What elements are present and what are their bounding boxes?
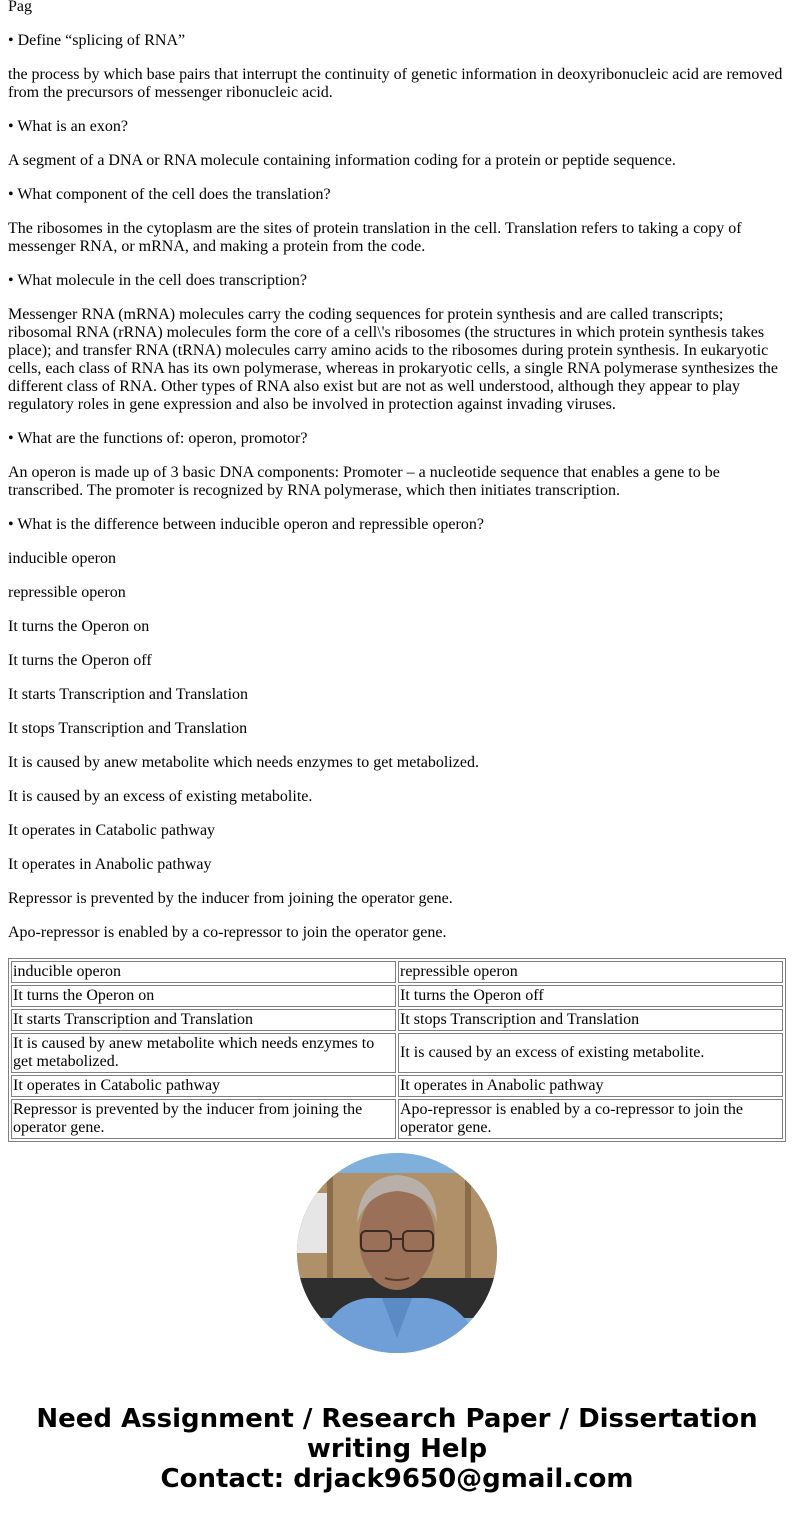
flat-line: Repressor is prevented by the inducer from joining the operator gene. <box>8 890 453 907</box>
answer: Messenger RNA (mRNA) molecules carry the coding sequences for protein synthesis and are called transcripts; ribosomal RNA (rRNA) molecules form the core of a cell\'s ribosomes (the structures in which protein synthesis takes place); and transfer RNA (tRNA) molecules carry amino acids to the ribosomes during protein synthesis. In eukaryotic cells, each class of RNA has its own polymerase, whereas in prokaryotic cells, a single RNA polymerase synthesizes the different class of RNA. Other types of RNA also exist but are not as well understood, although they appear to play regulatory roles in gene expression and also be involved in protection against invading viruses. <box>8 306 779 413</box>
flat-line: It turns the Operon off <box>8 652 152 669</box>
answer: The ribosomes in the cytoplasm are the sites of protein translation in the cell. Translation refers to taking a copy of messenger RNA, or mRNA, and making a protein from the code. <box>8 220 742 255</box>
answer: A segment of a DNA or RNA molecule containing information coding for a protein or peptide sequence. <box>8 152 676 169</box>
flat-line: It operates in Anabolic pathway <box>8 856 212 873</box>
table-row <box>11 1033 783 1073</box>
author-avatar <box>297 1153 497 1353</box>
avatar-photo <box>297 1153 497 1353</box>
contact-email: Contact: drjack9650@gmail.com <box>160 1464 634 1494</box>
clipped-heading: Pag <box>8 0 32 15</box>
table-cell: It starts Transcription and Translation <box>11 1009 396 1031</box>
table-cell: Repressor is prevented by the inducer from joining the operator gene. <box>11 1099 396 1139</box>
flat-line: repressible operon <box>8 584 126 601</box>
flat-line: It operates in Catabolic pathway <box>8 822 216 839</box>
comparison-table <box>8 958 786 1142</box>
contact-banner <box>0 1404 794 1494</box>
banner-line: writing Help <box>306 1434 488 1464</box>
table-row <box>11 985 783 1007</box>
flat-line: It is caused by anew metabolite which needs enzymes to get metabolized. <box>8 754 479 771</box>
table-cell: Apo-repressor is enabled by a co-repressor to join the operator gene. <box>398 1099 783 1139</box>
question: • What component of the cell does the translation? <box>8 186 331 203</box>
document-body <box>8 0 786 1142</box>
flat-line: It is caused by an excess of existing metabolite. <box>8 788 313 805</box>
answer: the process by which base pairs that interrupt the continuity of genetic information in deoxyribonucleic acid are removed from the precursors of messenger ribonucleic acid. <box>8 66 783 101</box>
table-row <box>11 961 783 983</box>
table-row <box>11 1009 783 1031</box>
table-cell: It operates in Anabolic pathway <box>398 1075 783 1097</box>
flat-line: inducible operon <box>8 550 116 567</box>
table-cell: It turns the Operon off <box>398 985 783 1007</box>
question: • What is an exon? <box>8 118 128 135</box>
table-cell: It is caused by anew metabolite which needs enzymes to get metabolized. <box>11 1033 396 1073</box>
question: • What is the difference between inducible operon and repressible operon? <box>8 516 484 533</box>
portrait-illustration-icon <box>297 1153 497 1353</box>
flat-line: It starts Transcription and Translation <box>8 686 249 703</box>
flat-line: It stops Transcription and Translation <box>8 720 248 737</box>
table-row <box>11 1075 783 1097</box>
question: • What molecule in the cell does transcription? <box>8 272 307 289</box>
answer: An operon is made up of 3 basic DNA components: Promoter – a nucleotide sequence that enables a gene to be transcribed. The promoter is recognized by RNA polymerase, which then initiates transcription. <box>8 464 720 499</box>
table-cell: It is caused by an excess of existing metabolite. <box>398 1033 783 1073</box>
flat-line: It turns the Operon on <box>8 618 150 635</box>
table-cell: repressible operon <box>398 961 783 983</box>
table-cell: inducible operon <box>11 961 396 983</box>
question: • What are the functions of: operon, promotor? <box>8 430 308 447</box>
table-row <box>11 1099 783 1139</box>
table-cell: It operates in Catabolic pathway <box>11 1075 396 1097</box>
table-cell: It stops Transcription and Translation <box>398 1009 783 1031</box>
question: • Define “splicing of RNA” <box>8 32 186 49</box>
banner-line: Need Assignment / Research Paper / Dissertation <box>36 1404 758 1434</box>
table-cell: It turns the Operon on <box>11 985 396 1007</box>
flat-line: Apo-repressor is enabled by a co-repressor to join the operator gene. <box>8 924 447 941</box>
